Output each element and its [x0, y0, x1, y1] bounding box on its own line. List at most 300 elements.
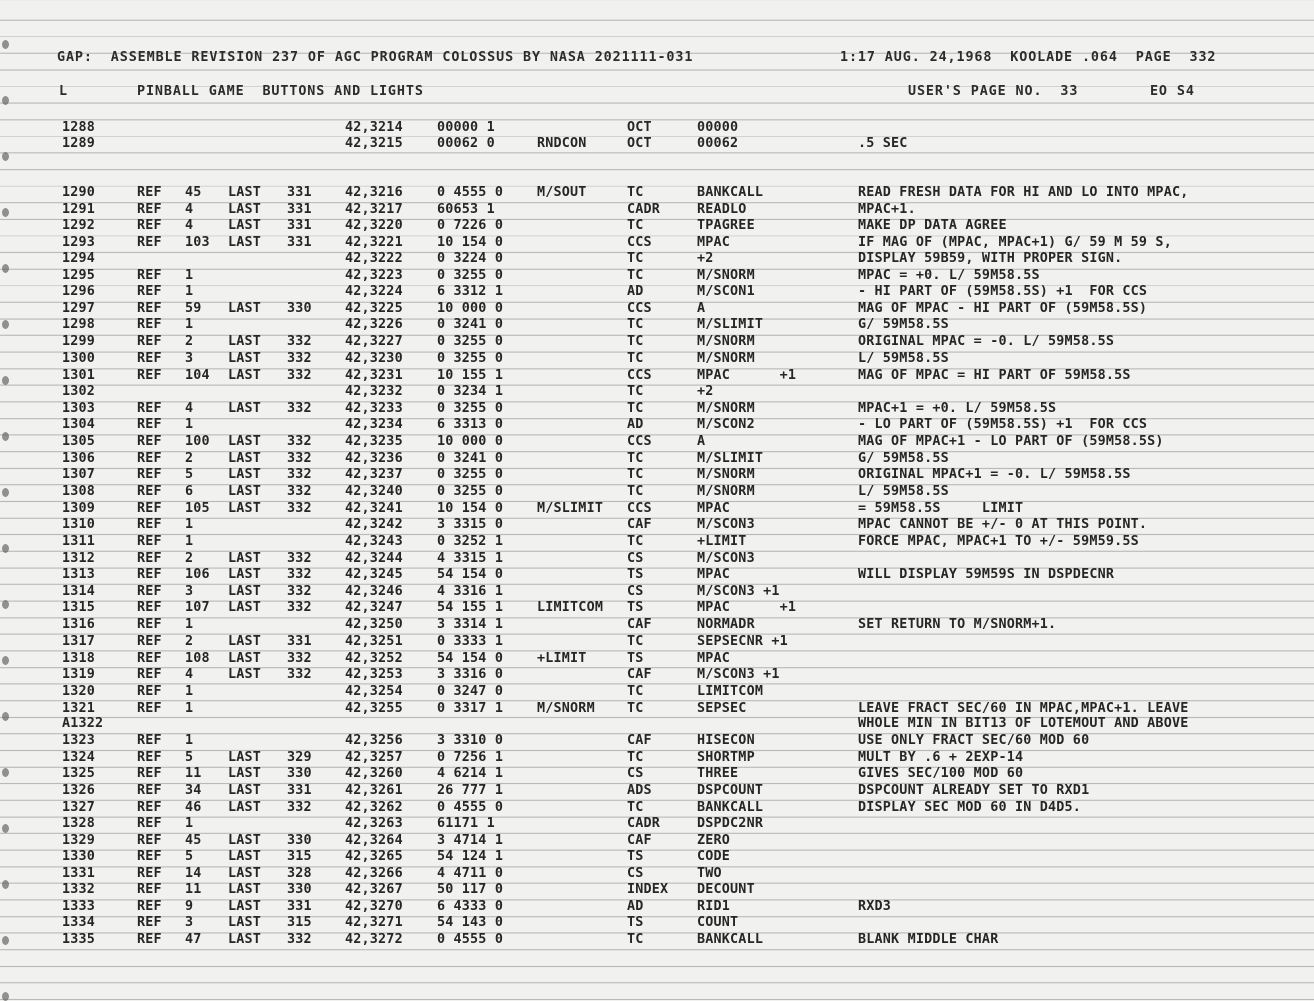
symbol-label: RNDCON [537, 136, 587, 151]
address: 42,3235 [345, 434, 403, 449]
address: 42,3272 [345, 932, 403, 947]
ref-keyword: REF [137, 202, 162, 217]
feed-hole [2, 376, 9, 385]
last-page: 332 [287, 800, 312, 815]
comment: DSPCOUNT ALREADY SET TO RXD1 [858, 783, 1090, 798]
address: 42,3225 [345, 301, 403, 316]
octal-word: 50 117 0 [437, 882, 504, 897]
address: 42,3267 [345, 882, 403, 897]
comment: DISPLAY 59B59, WITH PROPER SIGN. [858, 251, 1123, 266]
ref-keyword: REF [137, 932, 162, 947]
ref-keyword: REF [137, 268, 162, 283]
line-number: 1309 [62, 501, 96, 516]
ref-count: 4 [185, 667, 194, 682]
opcode: CCS [627, 501, 652, 516]
opcode: TC [627, 634, 644, 649]
octal-word: 26 777 1 [437, 783, 504, 798]
comment: BLANK MIDDLE CHAR [858, 932, 999, 947]
ref-keyword: REF [137, 750, 162, 765]
octal-word: 54 143 0 [437, 915, 504, 930]
comment: DISPLAY SEC MOD 60 IN D4D5. [858, 800, 1082, 815]
octal-word: 61171 1 [437, 816, 495, 831]
operand: M/SNORM [697, 484, 755, 499]
last-keyword: LAST [228, 849, 262, 864]
ref-count: 34 [185, 783, 202, 798]
ref-keyword: REF [137, 235, 162, 250]
operand: M/SLIMIT [697, 317, 764, 332]
comment: READ FRESH DATA FOR HI AND LO INTO MPAC, [858, 185, 1189, 200]
ref-keyword: REF [137, 534, 162, 549]
opcode: CCS [627, 301, 652, 316]
line-number: 1334 [62, 915, 96, 930]
operand: 00000 [697, 120, 739, 135]
comment: = 59M58.5S LIMIT [858, 501, 1024, 516]
opcode: CS [627, 766, 644, 781]
comment: ORIGINAL MPAC = -0. L/ 59M58.5S [858, 334, 1115, 349]
opcode: TS [627, 600, 644, 615]
address: 42,3247 [345, 600, 403, 615]
opcode: TC [627, 401, 644, 416]
ref-count: 5 [185, 467, 194, 482]
octal-word: 0 3255 0 [437, 401, 504, 416]
feed-hole [2, 824, 9, 833]
opcode: TC [627, 317, 644, 332]
comment: SET RETURN TO M/SNORM+1. [858, 617, 1057, 632]
address: 42,3216 [345, 185, 403, 200]
opcode: TC [627, 484, 644, 499]
octal-word: 60653 1 [437, 202, 495, 217]
operand: BANKCALL [697, 800, 764, 815]
last-keyword: LAST [228, 218, 262, 233]
address: 42,3214 [345, 120, 403, 135]
feed-hole [2, 488, 9, 497]
ref-keyword: REF [137, 651, 162, 666]
ref-keyword: REF [137, 284, 162, 299]
last-page: 329 [287, 750, 312, 765]
last-keyword: LAST [228, 467, 262, 482]
address: 42,3260 [345, 766, 403, 781]
address: 42,3215 [345, 136, 403, 151]
opcode: TC [627, 351, 644, 366]
ref-count: 1 [185, 417, 194, 432]
octal-word: 10 000 0 [437, 301, 504, 316]
opcode: CCS [627, 434, 652, 449]
comment: MAG OF MPAC+1 - LO PART OF (59M58.5S) [858, 434, 1164, 449]
opcode: TC [627, 268, 644, 283]
ref-count: 45 [185, 185, 202, 200]
last-page: 331 [287, 218, 312, 233]
ref-count: 47 [185, 932, 202, 947]
octal-word: 3 3316 0 [437, 667, 504, 682]
operand: M/SNORM [697, 351, 755, 366]
octal-word: 4 3315 1 [437, 551, 504, 566]
operand: NORMADR [697, 617, 755, 632]
line-number: 1314 [62, 584, 96, 599]
comment: G/ 59M58.5S [858, 451, 949, 466]
address: 42,3250 [345, 617, 403, 632]
address: 42,3230 [345, 351, 403, 366]
address: 42,3265 [345, 849, 403, 864]
ref-keyword: REF [137, 301, 162, 316]
operand: M/SCON3 +1 [697, 667, 780, 682]
comment: USE ONLY FRACT SEC/60 MOD 60 [858, 733, 1090, 748]
ref-count: 1 [185, 534, 194, 549]
octal-word: 54 155 1 [437, 600, 504, 615]
line-number: 1312 [62, 551, 96, 566]
last-page: 331 [287, 235, 312, 250]
operand: +2 [697, 384, 714, 399]
comment: MULT BY .6 + 2EXP-14 [858, 750, 1024, 765]
comment: RXD3 [858, 899, 892, 914]
ref-count: 106 [185, 567, 210, 582]
feed-hole [2, 320, 9, 329]
feed-hole [2, 40, 9, 49]
last-page: 331 [287, 634, 312, 649]
octal-word: 4 4711 0 [437, 866, 504, 881]
header-date-page: 1:17 AUG. 24,1968 KOOLADE .064 PAGE 332 [840, 50, 1217, 65]
ref-count: 4 [185, 202, 194, 217]
octal-word: 0 3234 1 [437, 384, 504, 399]
address: 42,3252 [345, 651, 403, 666]
address: 42,3244 [345, 551, 403, 566]
last-keyword: LAST [228, 882, 262, 897]
line-number: 1315 [62, 600, 96, 615]
opcode: CADR [627, 816, 661, 831]
last-page: 330 [287, 882, 312, 897]
last-keyword: LAST [228, 766, 262, 781]
ref-count: 1 [185, 517, 194, 532]
opcode: TS [627, 849, 644, 864]
ref-keyword: REF [137, 551, 162, 566]
address: 42,3261 [345, 783, 403, 798]
address: 42,3271 [345, 915, 403, 930]
last-page: 328 [287, 866, 312, 881]
octal-word: 00000 1 [437, 120, 495, 135]
operand: TWO [697, 866, 722, 881]
ref-keyword: REF [137, 467, 162, 482]
last-page: 332 [287, 501, 312, 516]
opcode: CS [627, 551, 644, 566]
ref-count: 4 [185, 401, 194, 416]
last-page: 330 [287, 301, 312, 316]
octal-word: 10 000 0 [437, 434, 504, 449]
operand: LIMITCOM [697, 684, 764, 699]
ref-keyword: REF [137, 766, 162, 781]
operand: COUNT [697, 915, 739, 930]
last-keyword: LAST [228, 434, 262, 449]
address: 42,3264 [345, 833, 403, 848]
opcode: CAF [627, 733, 652, 748]
line-number: 1323 [62, 733, 96, 748]
octal-word: 0 3317 1 [437, 701, 504, 716]
ref-count: 2 [185, 634, 194, 649]
octal-word: 0 3255 0 [437, 467, 504, 482]
ref-count: 5 [185, 849, 194, 864]
operand: ZERO [697, 833, 731, 848]
operand: M/SNORM [697, 268, 755, 283]
octal-word: 0 7226 0 [437, 218, 504, 233]
opcode: TC [627, 334, 644, 349]
last-page: 331 [287, 783, 312, 798]
line-number: 1299 [62, 334, 96, 349]
ref-count: 103 [185, 235, 210, 250]
last-keyword: LAST [228, 932, 262, 947]
ref-keyword: REF [137, 185, 162, 200]
octal-word: 10 155 1 [437, 368, 504, 383]
opcode: TC [627, 185, 644, 200]
ref-count: 1 [185, 617, 194, 632]
octal-word: 54 154 0 [437, 651, 504, 666]
opcode: TC [627, 684, 644, 699]
last-page: 332 [287, 351, 312, 366]
ref-count: 107 [185, 600, 210, 615]
address: 42,3240 [345, 484, 403, 499]
ref-keyword: REF [137, 584, 162, 599]
symbol-label: +LIMIT [537, 651, 587, 666]
octal-word: 0 3255 0 [437, 484, 504, 499]
address: 42,3262 [345, 800, 403, 815]
line-number: 1305 [62, 434, 96, 449]
ref-count: 100 [185, 434, 210, 449]
octal-word: 3 3314 1 [437, 617, 504, 632]
opcode: CAF [627, 667, 652, 682]
comment: LEAVE FRACT SEC/60 IN MPAC,MPAC+1. LEAVE [858, 701, 1189, 716]
opcode: TS [627, 915, 644, 930]
address: 42,3236 [345, 451, 403, 466]
octal-word: 0 3252 1 [437, 534, 504, 549]
ref-count: 4 [185, 218, 194, 233]
line-number: 1313 [62, 567, 96, 582]
octal-word: 0 4555 0 [437, 800, 504, 815]
operand: HISECON [697, 733, 755, 748]
opcode: CADR [627, 202, 661, 217]
comment: - HI PART OF (59M58.5S) +1 FOR CCS [858, 284, 1148, 299]
octal-word: 4 3316 1 [437, 584, 504, 599]
last-keyword: LAST [228, 783, 262, 798]
octal-word: 0 7256 1 [437, 750, 504, 765]
last-page: 315 [287, 849, 312, 864]
line-number: 1328 [62, 816, 96, 831]
line-number: 1310 [62, 517, 96, 532]
comment: ORIGINAL MPAC+1 = -0. L/ 59M58.5S [858, 467, 1131, 482]
operand: DECOUNT [697, 882, 755, 897]
line-number: 1290 [62, 185, 96, 200]
ref-count: 1 [185, 816, 194, 831]
feed-hole [2, 768, 9, 777]
line-number: 1292 [62, 218, 96, 233]
comment: MAG OF MPAC = HI PART OF 59M58.5S [858, 368, 1131, 383]
last-keyword: LAST [228, 651, 262, 666]
ref-keyword: REF [137, 833, 162, 848]
operand: BANKCALL [697, 932, 764, 947]
comment: MAG OF MPAC - HI PART OF (59M58.5S) [858, 301, 1148, 316]
operand: M/SLIMIT [697, 451, 764, 466]
operand: A [697, 301, 706, 316]
ref-keyword: REF [137, 849, 162, 864]
last-page: 332 [287, 334, 312, 349]
ref-keyword: REF [137, 484, 162, 499]
opcode: CS [627, 866, 644, 881]
octal-word: 6 4333 0 [437, 899, 504, 914]
ref-keyword: REF [137, 501, 162, 516]
line-number: 1300 [62, 351, 96, 366]
octal-word: 54 124 1 [437, 849, 504, 864]
ref-count: 3 [185, 351, 194, 366]
feed-hole [2, 712, 9, 721]
address: 42,3245 [345, 567, 403, 582]
line-number: 1298 [62, 317, 96, 332]
line-number: 1289 [62, 136, 96, 151]
opcode: INDEX [627, 882, 669, 897]
address: 42,3242 [345, 517, 403, 532]
line-number: 1307 [62, 467, 96, 482]
line-number: 1301 [62, 368, 96, 383]
ref-count: 3 [185, 915, 194, 930]
header-listing-flag: L [59, 84, 68, 99]
octal-word: 0 3224 0 [437, 251, 504, 266]
line-number: 1303 [62, 401, 96, 416]
header-program-title: GAP: ASSEMBLE REVISION 237 OF AGC PROGRAM COLOSSUS BY NASA 2021111-031 [57, 50, 694, 65]
ref-count: 3 [185, 584, 194, 599]
opcode: TC [627, 932, 644, 947]
last-page: 332 [287, 434, 312, 449]
comment: MPAC CANNOT BE +/- 0 AT THIS POINT. [858, 517, 1148, 532]
last-keyword: LAST [228, 567, 262, 582]
ref-keyword: REF [137, 783, 162, 798]
symbol-label: LIMITCOM [537, 600, 604, 615]
operand: CODE [697, 849, 731, 864]
last-keyword: LAST [228, 451, 262, 466]
operand: READLO [697, 202, 747, 217]
line-number: 1304 [62, 417, 96, 432]
ref-count: 9 [185, 899, 194, 914]
opcode: TC [627, 701, 644, 716]
octal-word: 0 3241 0 [437, 451, 504, 466]
ref-keyword: REF [137, 351, 162, 366]
feed-hole [2, 432, 9, 441]
last-keyword: LAST [228, 899, 262, 914]
octal-word: 3 3315 0 [437, 517, 504, 532]
last-keyword: LAST [228, 833, 262, 848]
ref-keyword: REF [137, 401, 162, 416]
address: 42,3220 [345, 218, 403, 233]
ref-keyword: REF [137, 334, 162, 349]
opcode: AD [627, 284, 644, 299]
address: 42,3234 [345, 417, 403, 432]
operand: SEPSEC [697, 701, 747, 716]
comment: MAKE DP DATA AGREE [858, 218, 1007, 233]
address: 42,3221 [345, 235, 403, 250]
operand: M/SNORM [697, 467, 755, 482]
last-keyword: LAST [228, 185, 262, 200]
last-page: 332 [287, 651, 312, 666]
last-keyword: LAST [228, 800, 262, 815]
ref-keyword: REF [137, 417, 162, 432]
octal-word: 3 4714 1 [437, 833, 504, 848]
octal-word: 00062 0 [437, 136, 495, 151]
line-number: 1329 [62, 833, 96, 848]
symbol-label: M/SLIMIT [537, 501, 604, 516]
line-number: 1308 [62, 484, 96, 499]
comment: IF MAG OF (MPAC, MPAC+1) G/ 59 M 59 S, [858, 235, 1172, 250]
operand: SEPSECNR +1 [697, 634, 788, 649]
ref-count: 2 [185, 451, 194, 466]
ref-keyword: REF [137, 915, 162, 930]
address: 42,3257 [345, 750, 403, 765]
comment: WHOLE MIN IN BIT13 OF LOTEMOUT AND ABOVE [858, 716, 1189, 731]
ref-count: 104 [185, 368, 210, 383]
operand: SHORTMP [697, 750, 755, 765]
opcode: AD [627, 899, 644, 914]
address: 42,3254 [345, 684, 403, 699]
line-number: 1317 [62, 634, 96, 649]
ref-keyword: REF [137, 684, 162, 699]
operand: TPAGREE [697, 218, 755, 233]
feed-hole [2, 880, 9, 889]
ref-count: 1 [185, 268, 194, 283]
address: 42,3222 [345, 251, 403, 266]
comment: MPAC+1 = +0. L/ 59M58.5S [858, 401, 1057, 416]
opcode: TC [627, 800, 644, 815]
opcode: ADS [627, 783, 652, 798]
line-number: 1335 [62, 932, 96, 947]
opcode: TC [627, 750, 644, 765]
opcode: TC [627, 384, 644, 399]
last-keyword: LAST [228, 551, 262, 566]
last-page: 332 [287, 467, 312, 482]
line-number: 1332 [62, 882, 96, 897]
symbol-label: M/SNORM [537, 701, 595, 716]
ref-keyword: REF [137, 816, 162, 831]
octal-word: 3 3310 0 [437, 733, 504, 748]
line-number: 1318 [62, 651, 96, 666]
comment: GIVES SEC/100 MOD 60 [858, 766, 1024, 781]
last-keyword: LAST [228, 401, 262, 416]
address: 42,3256 [345, 733, 403, 748]
address: 42,3226 [345, 317, 403, 332]
last-page: 332 [287, 551, 312, 566]
address: 42,3263 [345, 816, 403, 831]
feed-hole [2, 544, 9, 553]
last-keyword: LAST [228, 334, 262, 349]
line-number: 1297 [62, 301, 96, 316]
address: 42,3237 [345, 467, 403, 482]
ref-keyword: REF [137, 451, 162, 466]
last-page: 331 [287, 202, 312, 217]
ref-count: 2 [185, 334, 194, 349]
line-number: 1295 [62, 268, 96, 283]
comment: FORCE MPAC, MPAC+1 TO +/- 59M59.5S [858, 534, 1139, 549]
opcode: CS [627, 584, 644, 599]
symbol-label: M/SOUT [537, 185, 587, 200]
ref-count: 105 [185, 501, 210, 516]
opcode: CAF [627, 517, 652, 532]
operand: MPAC +1 [697, 600, 797, 615]
ref-keyword: REF [137, 667, 162, 682]
last-page: 332 [287, 401, 312, 416]
address: 42,3266 [345, 866, 403, 881]
line-number: A1322 [62, 716, 104, 731]
feed-hole [2, 264, 9, 273]
line-number: 1316 [62, 617, 96, 632]
ref-count: 1 [185, 701, 194, 716]
operand: A [697, 434, 706, 449]
last-keyword: LAST [228, 235, 262, 250]
line-number: 1327 [62, 800, 96, 815]
octal-word: 0 4555 0 [437, 932, 504, 947]
address: 42,3223 [345, 268, 403, 283]
last-page: 332 [287, 600, 312, 615]
